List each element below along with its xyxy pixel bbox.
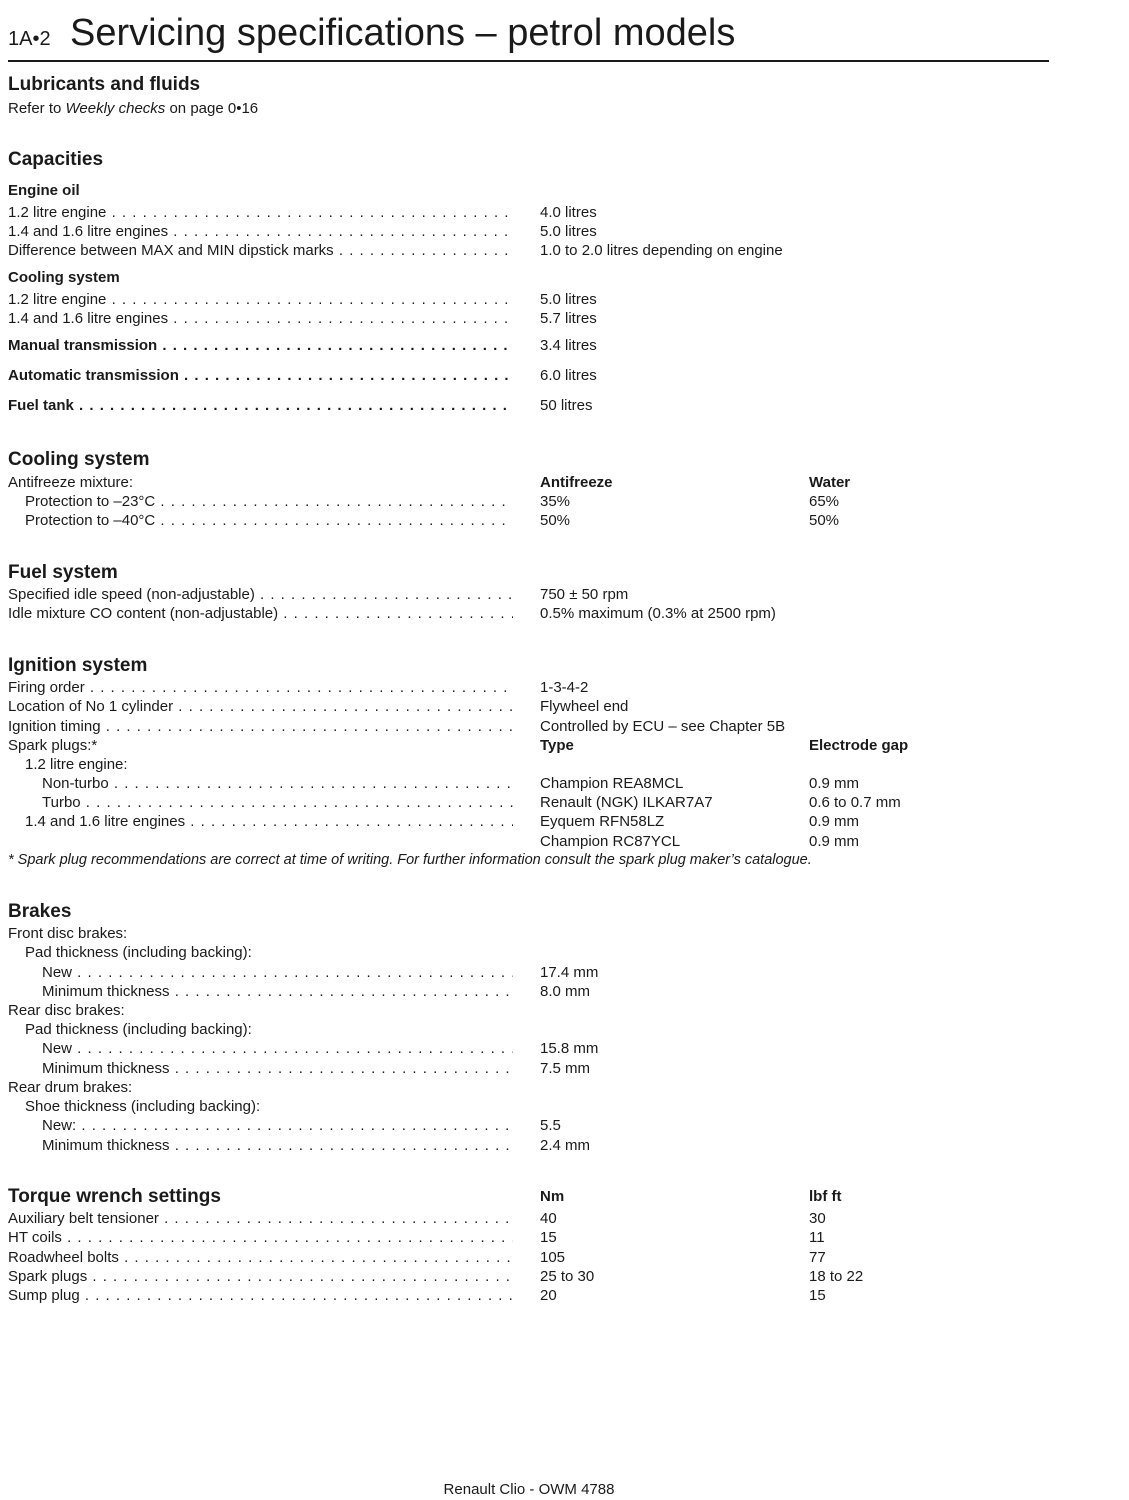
torque-heading: Torque wrench settings: [8, 1186, 221, 1207]
spec-row: New . . . 17.4 mm: [0, 964, 1129, 984]
column-header: Antifreeze: [540, 474, 613, 491]
lubricants-heading: Lubricants and fluids: [8, 74, 201, 95]
ignition-system-heading: Ignition system: [8, 655, 148, 676]
spec-row: Sump plug . . . 20 15: [0, 1287, 1129, 1307]
spec-row: Front disc brakes:: [8, 925, 128, 942]
spec-row: Champion RC87YCL 0.9 mm: [540, 833, 860, 850]
spec-row: Difference between MAX and MIN dipstick marks . . . 1.0 to 2.0 litres depending on engine: [0, 242, 1129, 262]
spec-row: Non-turbo . . . Champion REA8MCL 0.9 mm: [0, 775, 1129, 795]
spec-row: Automatic transmission . . . 6.0 litres: [0, 367, 1129, 387]
spec-row: Specified idle speed (non-adjustable) . . . 750 ± 50 rpm: [0, 586, 1129, 606]
spec-row: 1.2 litre engine . . . 4.0 litres: [0, 204, 1129, 224]
spec-row: Antifreeze mixture: Antifreeze Water: [8, 474, 851, 491]
spec-row: Shoe thickness (including backing):: [25, 1098, 261, 1115]
spec-row: Auxiliary belt tensioner . . . 40 30: [0, 1210, 1129, 1230]
spec-row: Rear disc brakes:: [8, 1002, 125, 1019]
fuel-system-heading: Fuel system: [8, 562, 118, 583]
spec-row: 1.4 and 1.6 litre engines . . . Eyquem RFN58LZ 0.9 mm: [0, 813, 1129, 833]
page-number: 1A•2: [8, 28, 51, 50]
engine-oil-subheading: Engine oil: [8, 182, 80, 199]
spec-row: Spark plugs . . . 25 to 30 18 to 22: [0, 1268, 1129, 1288]
column-header: Water: [809, 474, 851, 491]
spec-row: 1.4 and 1.6 litre engines . . . 5.0 litres: [0, 223, 1129, 243]
spec-row: Minimum thickness . . . 8.0 mm: [0, 983, 1129, 1003]
spec-row: 1.2 litre engine . . . 5.0 litres: [0, 291, 1129, 311]
page-title: Servicing specifications – petrol models: [70, 12, 736, 54]
page-footer: Renault Clio - OWM 4788: [443, 1481, 615, 1498]
spec-row: Location of No 1 cylinder . . . Flywheel end: [0, 698, 1129, 718]
brakes-heading: Brakes: [8, 901, 72, 922]
spec-row: New . . . 15.8 mm: [0, 1040, 1129, 1060]
column-header: Electrode gap: [809, 737, 909, 754]
spec-row: Turbo . . . Renault (NGK) ILKAR7A7 0.6 to 0.7 mm: [0, 794, 1129, 814]
column-header: Type: [540, 737, 574, 754]
spec-row: Protection to –23°C . . . 35% 65%: [0, 493, 1129, 513]
spec-row: Pad thickness (including backing):: [25, 944, 252, 961]
lubricants-reference: Refer to Weekly checks on page 0•16: [8, 100, 259, 117]
spec-row: Pad thickness (including backing):: [25, 1021, 252, 1038]
spec-row: Idle mixture CO content (non-adjustable) . . . 0.5% maximum (0.3% at 2500 rpm): [0, 605, 1129, 625]
spec-row: Spark plugs:* Type Electrode gap: [8, 737, 909, 754]
spec-row: Firing order . . . 1-3-4-2: [0, 679, 1129, 699]
spec-row: Minimum thickness . . . 2.4 mm: [0, 1137, 1129, 1157]
spec-row: [0, 1188, 1129, 1208]
spec-row: Protection to –40°C . . . 50% 50%: [0, 512, 1129, 532]
spec-row: New: . . . 5.5: [0, 1117, 1129, 1137]
spec-row: 1.4 and 1.6 litre engines . . . 5.7 litres: [0, 310, 1129, 330]
page-header: [8, 6, 1049, 62]
spec-row: Ignition timing . . . Controlled by ECU – see Chapter 5B: [0, 718, 1129, 738]
column-header: lbf ft: [809, 1188, 842, 1205]
cooling-system-heading: Cooling system: [8, 449, 150, 470]
cooling-capacity-subheading: Cooling system: [8, 269, 120, 286]
spec-row: Roadwheel bolts . . . 105 77: [0, 1249, 1129, 1269]
spec-row: HT coils . . . 15 11: [0, 1229, 1129, 1249]
spark-plug-footnote: * Spark plug recommendations are correct at time of writing. For further information consult the spark plug maker’s catalogue.: [8, 852, 812, 868]
spec-row: Fuel tank . . . 50 litres: [0, 397, 1129, 417]
capacities-heading: Capacities: [8, 149, 104, 170]
spec-row: Minimum thickness . . . 7.5 mm: [0, 1060, 1129, 1080]
spec-row: Rear drum brakes:: [8, 1079, 133, 1096]
column-header: Nm: [540, 1188, 565, 1205]
spec-row: 1.2 litre engine:: [25, 756, 128, 773]
spec-row: Manual transmission . . . 3.4 litres: [0, 337, 1129, 357]
